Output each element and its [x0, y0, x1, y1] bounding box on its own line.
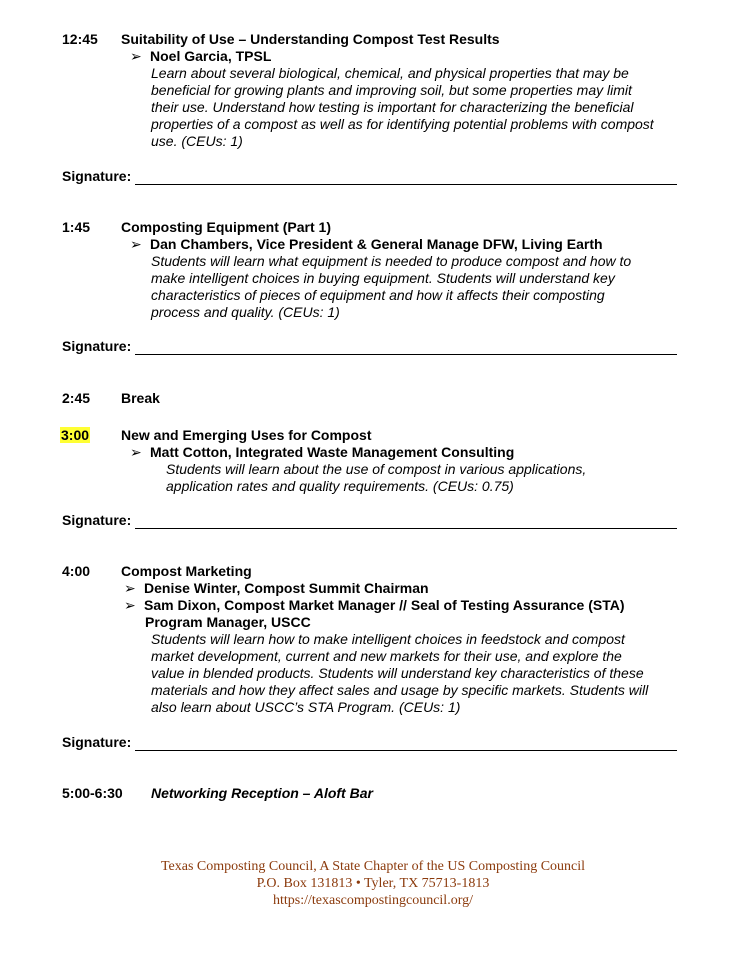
session-description: Students will learn what equipment is needed to produce compost and how to make intelligent choices in buying equipment. Students will understand key characteristics of pieces of equipment and how it affects their composting process and quality. (CEUs: 1) — [151, 253, 632, 320]
signature-line[interactable] — [135, 170, 677, 185]
session-description: Students will learn about the use of compost in various applications, application rates and quality requirements. (CEUs: 0.75) — [166, 461, 587, 494]
session-title: New and Emerging Uses for Compost — [121, 427, 372, 443]
session-description: Students will learn how to make intelligent choices in feedstock and compost market development, current and new markets for their use, and explore the value in blended products. Students will understand key characteristics of these materials and how they affect sales and usage by specific markets. Students will also learn about USCC’s STA Program. (CEUs: 1) — [151, 631, 649, 715]
footer-website-link[interactable]: https://texascompostingcouncil.org/ — [273, 893, 473, 908]
signature-line[interactable] — [135, 736, 677, 751]
speaker-item — [130, 48, 271, 65]
session-title: Networking Reception – Aloft Bar — [151, 785, 373, 801]
footer-org: Texas Composting Council, A State Chapter of the US Composting Council — [160, 859, 586, 874]
signature-label: Signature: — [62, 168, 132, 184]
speaker-item — [124, 597, 625, 614]
speaker-name: Dan Chambers, Vice President & General Manage DFW, Living Earth — [150, 236, 603, 252]
speaker-item — [130, 236, 603, 253]
signature-field[interactable] — [62, 168, 677, 185]
session-title: Suitability of Use – Understanding Compost Test Results — [121, 31, 500, 47]
session-time: 5:00-6:30 — [62, 785, 123, 801]
speaker-name-continuation: Program Manager, USCC — [145, 614, 311, 630]
speaker-item — [124, 580, 429, 597]
bullet-arrow-icon: ➢ — [124, 597, 136, 613]
signature-line[interactable] — [135, 340, 677, 355]
session-time: 1:45 — [62, 219, 91, 235]
session-title: Break — [121, 390, 160, 406]
bullet-arrow-icon: ➢ — [130, 236, 142, 252]
signature-label: Signature: — [62, 734, 132, 750]
session-time — [60, 427, 90, 444]
signature-field[interactable] — [62, 512, 677, 529]
session-time: 12:45 — [62, 31, 98, 47]
session-title: Compost Marketing — [121, 563, 252, 579]
footer-address: P.O. Box 131813 • Tyler, TX 75713-1813 — [256, 876, 490, 891]
speaker-item — [130, 444, 514, 461]
signature-field[interactable] — [62, 338, 677, 355]
signature-label: Signature: — [62, 338, 132, 354]
signature-field[interactable] — [62, 734, 677, 751]
bullet-arrow-icon: ➢ — [130, 444, 142, 460]
session-title: Composting Equipment (Part 1) — [121, 219, 331, 235]
speaker-name: Denise Winter, Compost Summit Chairman — [144, 580, 429, 596]
speaker-name: Noel Garcia, TPSL — [150, 48, 272, 64]
signature-line[interactable] — [135, 514, 677, 529]
signature-label: Signature: — [62, 512, 132, 528]
speaker-name: Matt Cotton, Integrated Waste Management Consulting — [150, 444, 515, 460]
bullet-arrow-icon: ➢ — [124, 580, 136, 596]
session-description: Learn about several biological, chemical, and physical properties that may be beneficial for growing plants and improving soil, but some properties may limit their use. Understand how testing is important for characterizing the beneficial properties of a compost as well as for identifying potential problems with compost use. (CEUs: 1) — [151, 65, 654, 149]
highlighted-time: 3:00 — [61, 427, 90, 443]
session-time: 4:00 — [62, 563, 91, 579]
session-time: 2:45 — [62, 390, 91, 406]
bullet-arrow-icon: ➢ — [130, 48, 142, 64]
speaker-name: Sam Dixon, Compost Market Manager // Seal of Testing Assurance (STA) — [144, 597, 625, 613]
